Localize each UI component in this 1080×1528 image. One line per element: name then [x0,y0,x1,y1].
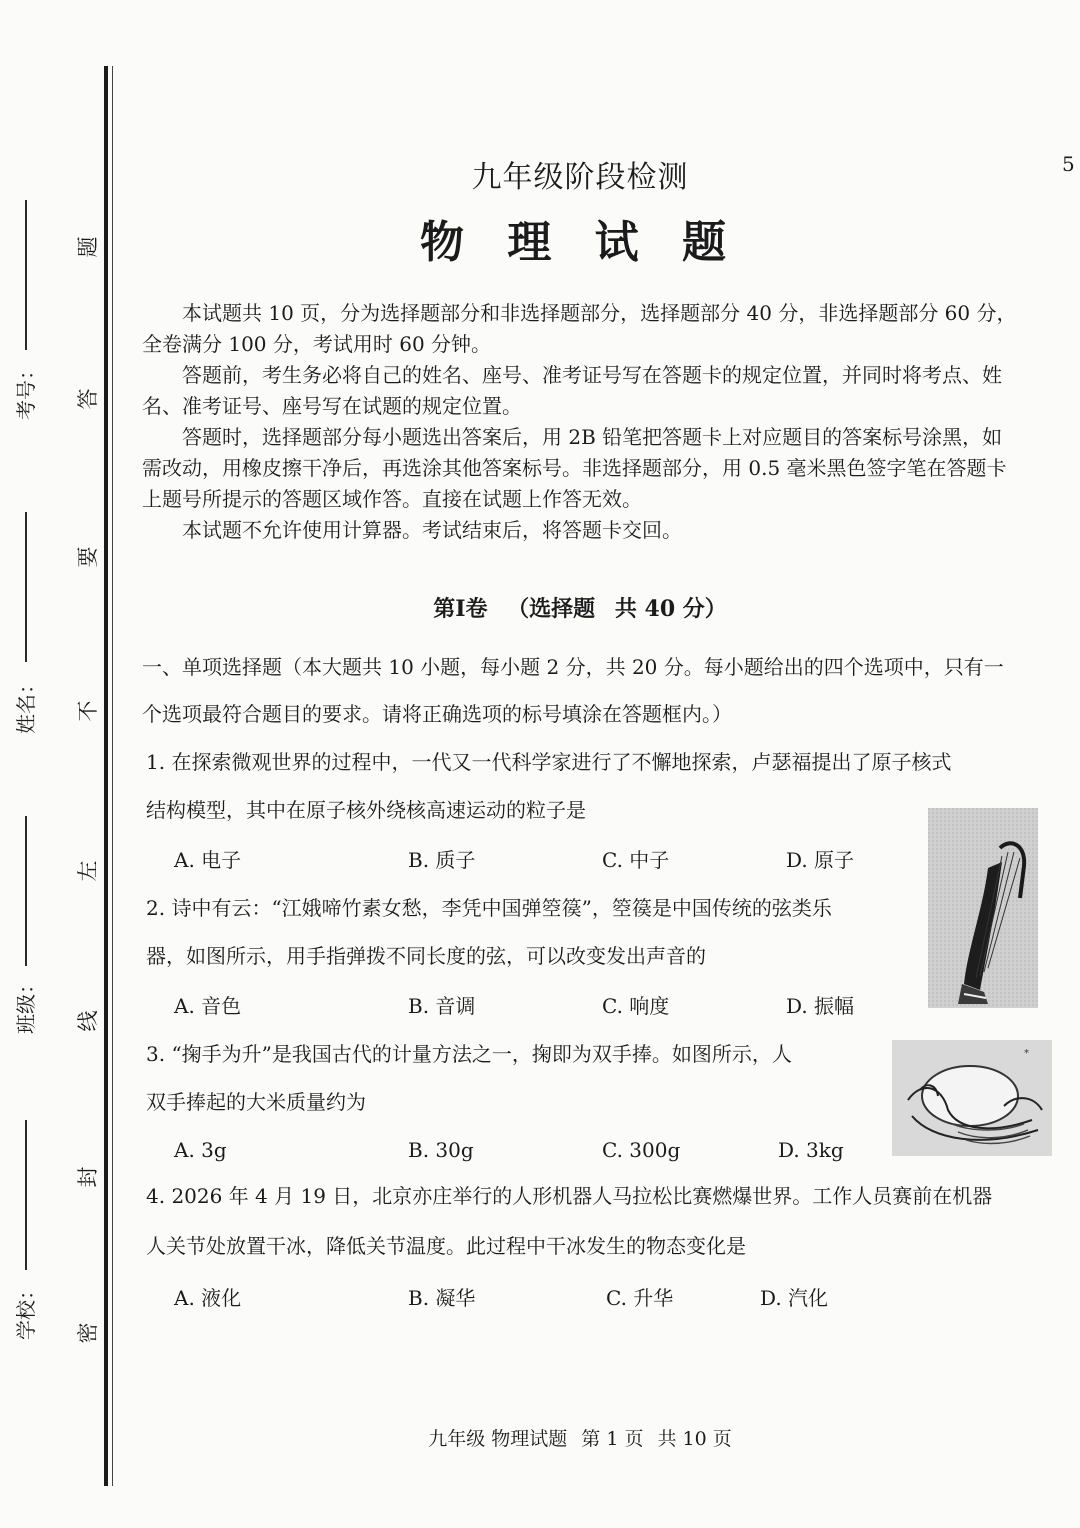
page-footer [0,1424,1080,1451]
option-b: B. 质子 [408,848,476,872]
part-score: 共 40 分） [614,596,727,622]
question-1-line-1: 1. 在探索微观世界的过程中，一代又一代科学家进行了不懈地探索，卢瑟福提出了原子核式 [146,750,952,774]
option-a: A. 音色 [174,994,242,1018]
question-2-line-2: 器，如图所示，用手指弹拨不同长度的弦，可以改变发出声音的 [146,944,706,968]
rice-star-mark: * [1024,1048,1029,1059]
school-field [6,1120,46,1360]
exam-subtitle: 九年级阶段检测 [471,160,689,195]
option-d: D. 原子 [786,848,855,872]
exam-number-label: 考号： [14,360,38,420]
option-c: C. 升华 [606,1286,674,1310]
seal-char-1: 题 [76,236,100,258]
option-a: A. 3g [174,1138,227,1162]
footer-course: 九年级 物理试题 [428,1428,568,1450]
seal-char-2: 答 [76,388,100,410]
question-3-line-2: 双手捧起的大米质量约为 [146,1090,366,1114]
option-c: C. 300g [602,1138,681,1162]
binding-border [104,66,108,1486]
option-b: B. 音调 [408,994,476,1018]
class-line [25,816,27,966]
seal-char-6: 线 [76,1010,100,1032]
seal-char-7: 封 [76,1166,100,1188]
school-line [25,1120,27,1270]
name-field [6,512,46,752]
binding-border-inner [112,66,113,1486]
exam-title: 物 理 试 题 [420,217,740,268]
question-4-line-2: 人关节处放置干冰，降低关节温度。此过程中干冰发生的物态变化是 [146,1234,746,1258]
harp-figure [928,808,1038,1008]
option-d: D. 振幅 [786,994,855,1018]
part-title [0,592,1080,623]
instruction-paragraph: 答题时，选择题部分每小题选出答案后，用 2B 铅笔把答题卡上对应题目的答案标号涂黑，如需改动，用橡皮擦干净后，再选涂其他答案标号。非选择题部分，用 0.5 毫米黑色签字笔在答题卡上题号所提示的答题区域作答。直接在试题上作答无效。 [142,425,1007,511]
name-line [25,512,27,662]
option-d: D. 汽化 [760,1286,829,1310]
option-b: B. 凝华 [408,1286,476,1310]
question-4-line-1: 4. 2026 年 4 月 19 日，北京亦庄举行的人形机器人马拉松比赛燃爆世界。工作人员赛前在机器 [146,1184,993,1208]
question-2-line-1: 2. 诗中有云：“江娥啼竹素女愁，李凭中国弹箜篌”，箜篌是中国传统的弦类乐 [146,896,832,920]
corner-number: 5 [1062,152,1075,176]
part-label: （选择题 [507,596,596,622]
seal-char-3: 要 [76,546,100,568]
seal-char-8: 密 [76,1322,100,1344]
footer-total: 共 10 页 [657,1428,732,1450]
part-volume: 第Ⅰ卷 [433,596,488,622]
option-c: C. 响度 [602,994,670,1018]
seal-char-4: 不 [76,700,100,722]
instruction-paragraph: 本试题共 10 页，分为选择题部分和非选择题部分，选择题部分 40 分，非选择题部分 60 分，全卷满分 100 分，考试用时 60 分钟。 [142,301,1017,356]
class-field [6,816,46,1056]
footer-page: 第 1 页 [581,1428,644,1450]
class-label: 班级： [14,974,38,1034]
seal-char-5: 左 [76,860,100,882]
option-d: D. 3kg [778,1138,844,1162]
section-heading: 一、单项选择题（本大题共 10 小题，每小题 2 分，共 20 分。每小题给出的四个选项中，只有一个选项最符合题目的要求。请将正确选项的标号填涂在答题框内。） [142,655,1004,726]
option-a: A. 电子 [174,848,242,872]
school-label: 学校： [14,1280,38,1340]
instructions [142,298,1022,546]
question-3-line-1: 3. “掬手为升”是我国古代的计量方法之一，掬即为双手捧。如图所示，人 [146,1042,792,1066]
name-label: 姓名： [14,674,38,734]
question-1-line-2: 结构模型，其中在原子核外绕核高速运动的粒子是 [146,798,586,822]
hands-rice-figure [892,1040,1052,1156]
option-c: C. 中子 [602,848,670,872]
option-a: A. 液化 [174,1286,242,1310]
instruction-paragraph: 本试题不允许使用计算器。考试结束后，将答题卡交回。 [182,518,682,542]
option-b: B. 30g [408,1138,474,1162]
instruction-paragraph: 答题前，考生务必将自己的姓名、座号、准考证号写在答题卡的规定位置，并同时将考点、姓名、准考证号、座号写在试题的规定位置。 [142,363,1002,418]
